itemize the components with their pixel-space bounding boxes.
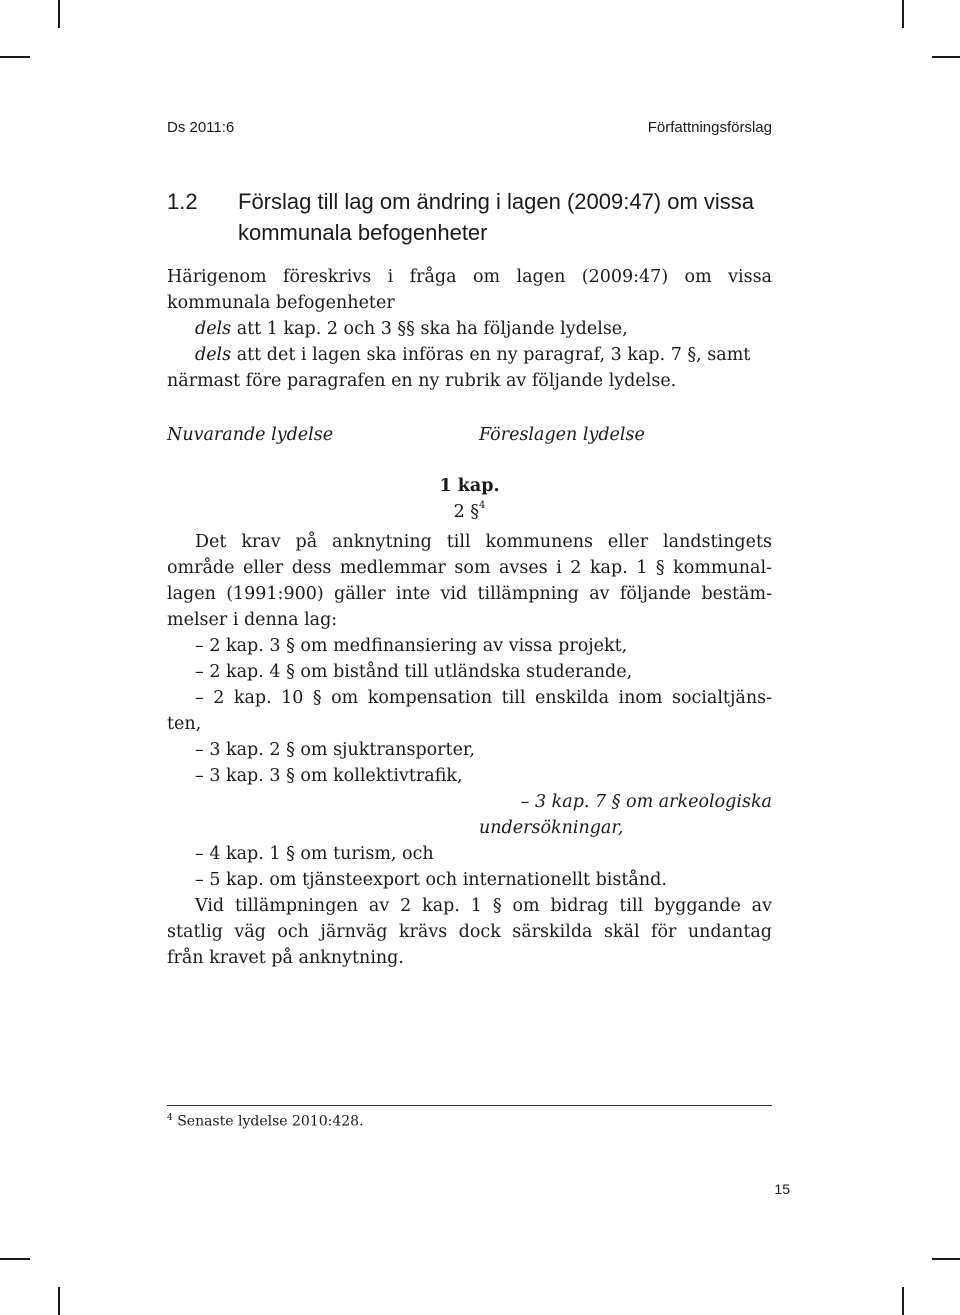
section-number: 1.2 [167,189,198,214]
list-item: – 2 kap. 4 § om bistånd till utländska studerande, [195,662,633,682]
crop-mark-top-right [902,0,904,28]
footnote-marker: 4 [167,1113,173,1123]
paragraph-body [167,529,772,971]
list-item: – 2 kap. 3 § om medfinansiering av vissa projekt, [195,636,628,656]
chapter-heading: 1 kap. [439,476,500,496]
column-headings [167,425,772,445]
crop-mark-bottom-left-h [0,1258,30,1260]
crop-mark-bottom-left [58,1287,60,1315]
list-item: – 4 kap. 1 § om turism, och [195,844,434,864]
paragraph-label: 2 § [453,502,480,522]
intro-text [167,264,772,394]
current-wording-heading: Nuvarande lydelse [167,425,334,445]
footnote-divider [167,1105,772,1106]
intro-line-text: att 1 kap. 2 och 3 §§ ska ha följande lydelse, [236,319,628,339]
crop-mark-top-left [58,0,60,28]
intro-line: kommunala befogenheter [167,293,395,313]
proposed-list-item: – 3 kap. 7 § om arkeologiska [520,792,772,812]
body-line: Vid tillämpningen av 2 kap. 1 § om bidrag till byggande av [195,896,772,916]
dels-word: dels [195,319,232,339]
proposed-wording-heading: Föreslagen lydelse [479,425,645,445]
running-header-left: Ds 2011:6 [167,119,235,136]
body-line: melser i denna lag: [167,610,338,630]
dels-word: dels [195,345,232,365]
intro-line [167,316,772,342]
footnote-ref: 4 [479,500,486,512]
intro-line-text: att det i lagen ska införas en ny paragraf, 3 kap. 7 §, samt [236,345,751,365]
list-item: – 2 kap. 10 § om kompensation till enskilda inom socialtjäns- [195,688,772,708]
intro-line: Härigenom föreskrivs i fråga om lagen (2009:47) om vissa [167,267,772,287]
body-line: Det krav på anknytning till kommunens eller landstingets [195,532,772,552]
body-line: lagen (1991:900) gäller inte vid tillämpning av följande bestäm- [167,584,772,604]
body-line: från kravet på anknytning. [167,948,404,968]
list-item: – 3 kap. 2 § om sjuktransporter, [195,740,475,760]
page-number: 15 [774,1181,790,1197]
proposed-list-item: undersökningar, [479,818,624,838]
crop-mark-bottom-right-h [932,1258,960,1260]
paragraph-heading [167,502,772,522]
section-title: Förslag till lag om ändring i lagen (2009:47) om vissa kommunala befogenheter [238,189,755,245]
list-item: – 5 kap. om tjänsteexport och internationellt bistånd. [195,870,667,890]
crop-mark-top-right-h [932,56,960,58]
running-header-right: Författningsförslag [647,119,772,136]
footnote-text: Senaste lydelse 2010:428. [177,1113,364,1130]
intro-line: närmast före paragrafen en ny rubrik av följande lydelse. [167,371,677,391]
list-item: – 3 kap. 3 § om kollektivtrafik, [195,766,463,786]
list-item: ten, [167,714,202,734]
footnote [167,1113,364,1130]
body-line: område eller dess medlemmar som avses i 2 kap. 1 § kommunal- [167,558,772,578]
intro-line [167,342,772,368]
body-line: statlig väg och järnväg krävs dock särskilda skäl för undantag [167,922,772,942]
crop-mark-bottom-right [902,1287,904,1315]
section-heading [167,186,787,248]
crop-mark-top-left-h [0,56,30,58]
